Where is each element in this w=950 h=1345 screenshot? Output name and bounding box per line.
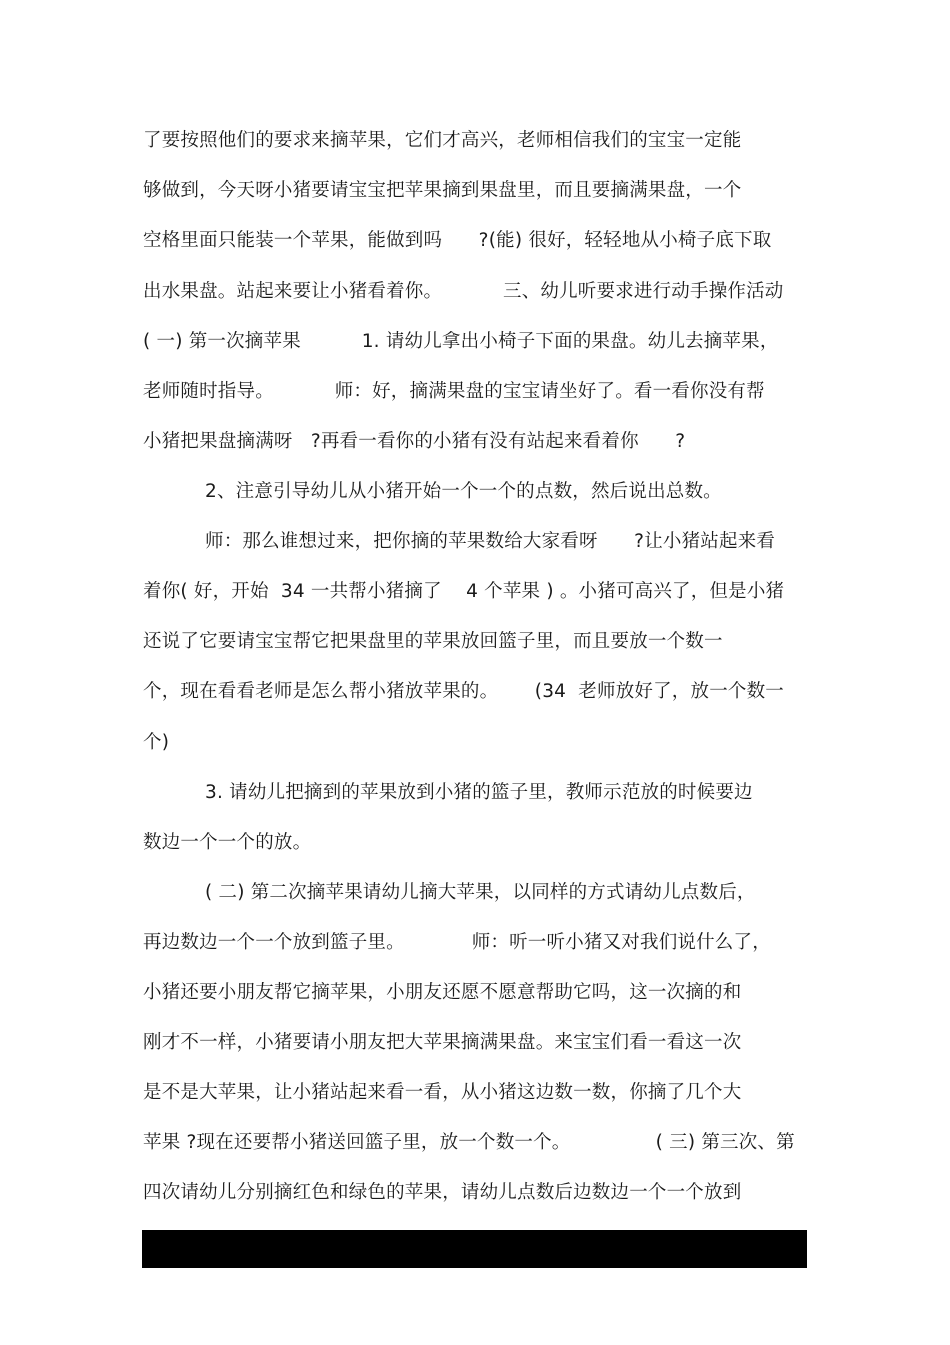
text-line: 是不是大苹果，让小猪站起来看一看，从小猪这边数一数，你摘了几个大 <box>143 1082 742 1103</box>
text-line: 老师随时指导。 师：好，摘满果盘的宝宝请坐好了。看一看你没有帮 <box>143 381 765 402</box>
text-line: 着你( 好，开始 34 一共帮小猪摘了 4 个苹果 ) 。小猪可高兴了，但是小猪 <box>143 581 785 602</box>
text-line: 小猪把果盘摘满呀 ?再看一看你的小猪有没有站起来看着你 ? <box>143 431 686 452</box>
text-line: ( 二) 第二次摘苹果请幼儿摘大苹果，以同样的方式请幼儿点数后， <box>205 882 756 903</box>
text-line: 了要按照他们的要求来摘苹果，它们才高兴，老师相信我们的宝宝一定能 <box>143 130 742 151</box>
text-line: 个) <box>143 732 170 753</box>
text-line: 2、注意引导幼儿从小猪开始一个一个的点数，然后说出总数。 <box>205 481 722 502</box>
text-line: 空格里面只能装一个苹果，能做到吗 ?(能) 很好，轻轻地从小椅子底下取 <box>143 230 772 251</box>
text-line: 小猪还要小朋友帮它摘苹果，小朋友还愿不愿意帮助它吗，这一次摘的和 <box>143 982 742 1003</box>
text-line: 再边数边一个一个放到篮子里。 师：听一听小猪又对我们说什么了， <box>143 932 771 953</box>
text-line: 3. 请幼儿把摘到的苹果放到小猪的篮子里，教师示范放的时候要边 <box>205 782 753 803</box>
text-line: ( 一) 第一次摘苹果 1. 请幼儿拿出小椅子下面的果盘。幼儿去摘苹果， <box>143 331 779 352</box>
text-line: 个，现在看看老师是怎么帮小猪放苹果的。 (34 老师放好了，放一个数一 <box>143 681 785 702</box>
text-line: 四次请幼儿分别摘红色和绿色的苹果，请幼儿点数后边数边一个一个放到 <box>143 1182 742 1203</box>
text-line: 够做到，今天呀小猪要请宝宝把苹果摘到果盘里，而且要摘满果盘，一个 <box>143 180 742 201</box>
text-line: 出水果盘。站起来要让小猪看着你。 三、幼儿听要求进行动手操作活动 <box>143 281 784 302</box>
text-line: 刚才不一样，小猪要请小朋友把大苹果摘满果盘。来宝宝们看一看这一次 <box>143 1032 742 1053</box>
text-line: 师：那么谁想过来，把你摘的苹果数给大家看呀 ?让小猪站起来看 <box>205 531 776 552</box>
text-line: 苹果 ?现在还要帮小猪送回篮子里，放一个数一个。 ( 三) 第三次、第 <box>143 1132 795 1153</box>
footer-bar <box>142 1230 807 1268</box>
text-line: 还说了它要请宝宝帮它把果盘里的苹果放回篮子里，而且要放一个数一 <box>143 631 723 652</box>
text-line: 数边一个一个的放。 <box>143 832 312 853</box>
